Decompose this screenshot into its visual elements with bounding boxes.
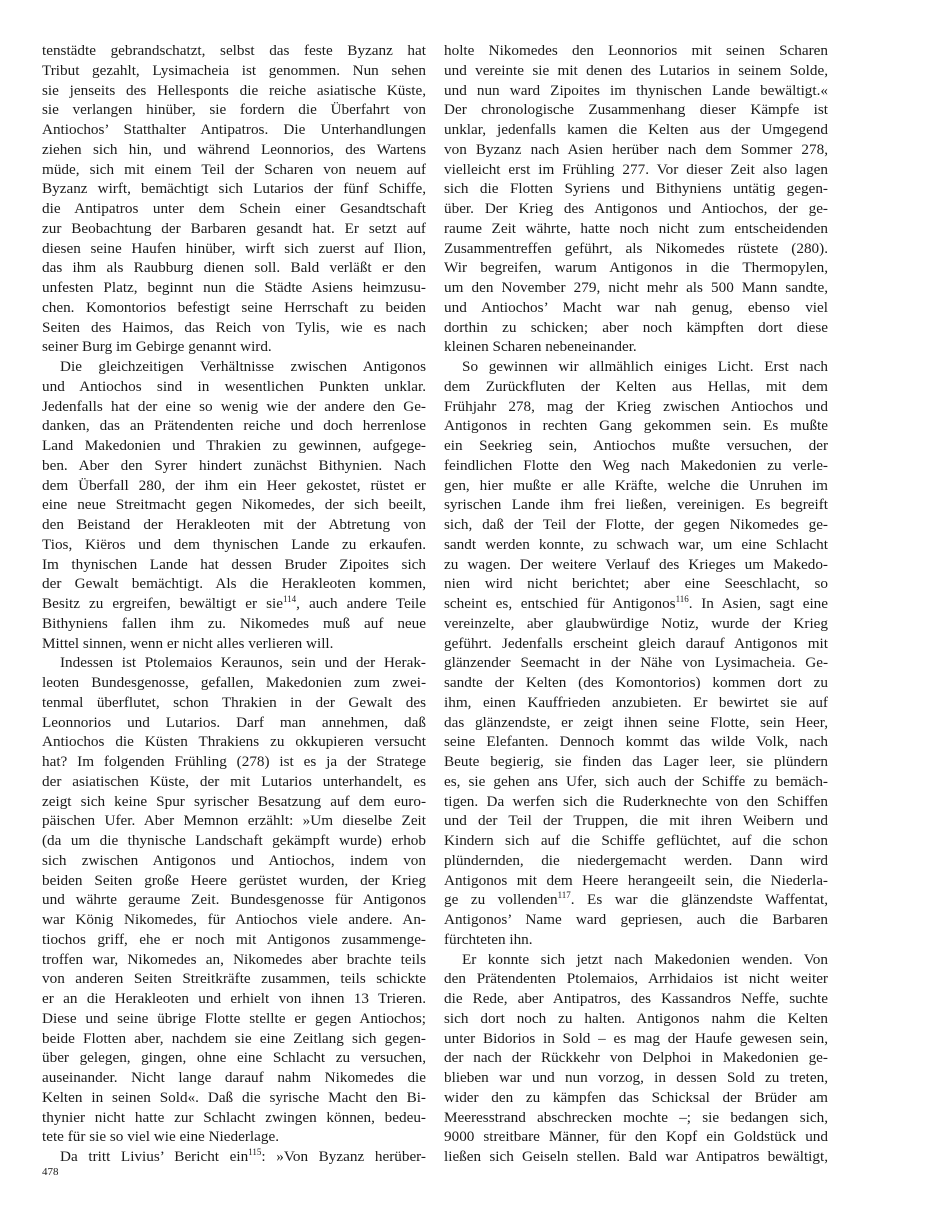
text-line: tigen. Da werfen sich die Ruderknechte von den Schiffen	[444, 792, 828, 810]
text-line: war König Nikomedes, für Antiochos viele andere. An-	[42, 911, 426, 928]
text-line: und Antiochos’ Macht war nah genug, ebenso viel	[444, 298, 828, 316]
text-line: 9000 streitbare Männer, für den Kopf ein Goldstück und	[444, 1128, 828, 1146]
text-line: den Beistand der Herakleoten mit der Abtretung von	[42, 516, 426, 533]
text-line: um den November 279, nicht mehr als 500 Mann sandte,	[444, 279, 828, 296]
text-line: und vereinte sie mit denen des Lutarios in seinem Solde,	[444, 61, 828, 79]
text-line: zeigt sich keine Spur syrischer Besatzung auf dem euro-	[42, 792, 426, 810]
text-line: holte Nikomedes den Leonnorios mit seinen Scharen	[444, 42, 828, 59]
text-line: leoten Bundesgenosse, gefallen, Makedonien zum zwei-	[42, 674, 426, 691]
text-line: Antiochos die Küsten Thrakiens zu okkupieren versucht	[42, 733, 426, 751]
text-line: Antigonos mit dem Heere herangeeilt sein, die Niederla-	[444, 871, 828, 889]
text-line: sie jenseits des Hellesponts die reiche asiatische Küste,	[42, 81, 426, 99]
text-line: Er konnte sich jetzt nach Makedonien wenden. Von	[462, 950, 828, 968]
text-line: Antiochos’ Statthalter Antipatros. Die Unterhandlungen	[42, 121, 426, 138]
text-line: über. Der Krieg des Antigonos und Antiochos, der ge-	[444, 200, 828, 217]
text-line: Beute begierig, sie finden das Lager leer, sie plündern	[444, 753, 828, 770]
text-line: vereinzelte, aber glaubwürdige Notiz, wurde der Krieg	[444, 614, 828, 632]
text-line: Meeresstrand abschrecken mochte –; sie bedangen sich,	[444, 1108, 828, 1126]
text-line: sandt werden konnte, zu schwach war, um eine Schlacht	[444, 535, 828, 553]
footnote-ref: 116	[675, 594, 689, 604]
text-line: Seiten des Haimos, das Reich von Tylis, wie es nach	[42, 318, 426, 336]
text-line: Da tritt Livius’ Bericht ein$^{115}$: »Von Byzanz herüber-	[60, 1147, 426, 1165]
text-line: der Gewalt bemächtigt. Als die Herakleoten kommen,	[42, 575, 426, 593]
text-line: geführt. Jedenfalls erscheint gleich darauf Antigonos mit	[444, 634, 828, 652]
text-line: das ihm als Raubburg dienen soll. Bald verläßt er den	[42, 259, 426, 277]
text-line: den Prätendenten Ptolemaios, Arrhidaios ist nicht weiter	[444, 970, 828, 988]
page-number: 478	[42, 1166, 59, 1178]
text-line: sich, daß der Teil der Flotte, der gegen Nikomedes ge-	[444, 516, 828, 533]
text-line: die Rede, aber Antipatros, des Kassandros Neffe, suchte	[444, 990, 828, 1007]
text-line: Jedenfalls hat der eine so wenig wie der andere den Ge-	[42, 397, 426, 415]
text-line: Antigonos in rechten Gang gekommen sein. Es mußte	[444, 417, 828, 435]
text-line: Antigonos’ Name ward gepriesen, auch die Barbaren	[444, 911, 828, 928]
text-line: von Byzanz nach Asien herüber nach dem Sommer 278,	[444, 140, 828, 158]
text-line: der nach der Rückkehr von Delphoi in Makedonien ge-	[444, 1049, 828, 1067]
text-line: blieben war und nun vorzog, in dessen Sold zu treten,	[444, 1069, 828, 1086]
text-line: päischen Ufer. Aber Memnon erzählt: »Um dieselbe Zeit	[42, 812, 426, 830]
text-line: Tribut gezahlt, Lysimacheia ist genommen. Nun sehen	[42, 61, 426, 79]
text-line: das glänzendste, er zeigt ihnen seine Flotte, sein Heer,	[444, 713, 828, 731]
text-line: Zusammentreffen geführt, als Nikomedes rüstete (280).	[444, 239, 828, 257]
text-line: und der Teil der Truppen, die mit ihren Weibern und	[444, 812, 828, 830]
text-line: scheint es, entschied für Antigonos$^{116}$. In Asien, sagt eine	[444, 594, 828, 612]
text-line: thynier nicht hatte zur Schlacht zwingen können, bedeu-	[42, 1108, 426, 1126]
text-line: syrischen Lande ihm frei ließen, vereinigen. Es begreift	[444, 496, 828, 514]
text-line: glänzender Seemacht in der Nähe von Lysimacheia. Ge-	[444, 654, 828, 672]
text-line: Im thynischen Lande hat dessen Bruder Zipoites sich	[42, 555, 426, 573]
text-line: müde, sich mit einem Teil der Scharen von neuem auf	[42, 160, 426, 178]
text-line: chen. Komontorios befestigt seine Herrschaft zu beiden	[42, 298, 426, 316]
text-line: danken, das an Prätendenten reiche und doch herrenlose	[42, 417, 426, 435]
text-line: So gewinnen wir allmählich einiges Licht. Erst nach	[462, 358, 828, 375]
text-line: raume Zeit währte, hatte noch nicht zum entscheidenden	[444, 219, 828, 237]
text-line: und Antiochos sind in wesentlichen Punkten unklar.	[42, 377, 426, 395]
text-line: sich die Flotten Syriens und Bithyniens untätig gegen-	[444, 180, 828, 198]
text-line: Diese und seine übrige Flotte stellte er gegen Antiochos;	[42, 1009, 426, 1027]
text-line: ein Seekrieg sein, Antiochos mußte versuchen, der	[444, 437, 828, 454]
text-line: sich dort noch zu halten. Antigonos nahm die Kelten	[444, 1009, 828, 1027]
text-line: Tios, Kiëros und dem thynischen Lande zu erkaufen.	[42, 535, 426, 553]
text-line: unfesten Platz, beginnt nun die Städte Asiens heimzusu-	[42, 279, 426, 296]
text-line: die Antipatros unter dem Schein einer Gesandtschaft	[42, 200, 426, 217]
text-line: sich zwischen Antigonos und Antiochos, indem von	[42, 851, 426, 869]
text-line: zur Beobachtung der Barbaren gesandt hat. Er setzt auf	[42, 219, 426, 237]
text-line: Land Makedonien und Thrakien zu gewinnen, aufgege-	[42, 437, 426, 454]
text-line: unklar, jedenfalls kamen die Kelten aus der Umgegend	[444, 121, 828, 138]
text-line: gen, hier mußte er alle Kräfte, welche die Unruhen im	[444, 476, 828, 494]
text-line: ben. Aber den Syrer hindert zunächst Bithynien. Nach	[42, 456, 426, 474]
text-line: dem Überfall 280, der ihm ein Heer gekostet, rüstet er	[42, 476, 426, 494]
text-line: der asiatischen Küste, der mit Lutarios unterhandelt, es	[42, 772, 426, 790]
text-line: vielleicht erst im Frühling 277. Vor dieser Zeit also lagen	[444, 160, 828, 178]
text-line: dorthin zu schicken; aber noch kämpften dort diese	[444, 318, 828, 336]
text-line: und währte geraume Zeit. Bundesgenosse für Antigonos	[42, 891, 426, 909]
text-line: es, sie gehen ans Ufer, sich auch der Schiffe zu bemäch-	[444, 772, 828, 790]
text-line: tete für sie so viel wie eine Niederlage.	[42, 1128, 279, 1146]
text-line: nien wird nicht berichtet; aber eine Seeschlacht, so	[444, 575, 828, 593]
text-line: Leonnorios und Lutarios. Darf man annehmen, daß	[42, 713, 426, 731]
text-line: auseinander. Nicht lange darauf nahm Nikomedes die	[42, 1069, 426, 1086]
left-text-column	[42, 41, 426, 1167]
text-line: Kindern sich auf die Schiffe geflüchtet, auf die schon	[444, 832, 828, 849]
text-line: ge zu vollenden$^{117}$. Es war die glänzendste Waffentat,	[444, 890, 828, 909]
text-line: Bithyniens fallen ihm zu. Nikomedes muß auf neue	[42, 614, 426, 632]
text-line: über gelegen, gingen, ohne eine Schlacht zu versuchen,	[42, 1049, 426, 1067]
text-line: plündernden, die niedergemacht werden. Dann wird	[444, 851, 828, 869]
text-line: beiden Seiten große Heere gerüstet wurden, der Krieg	[42, 871, 426, 889]
text-line: diesen seine Haufen hinüber, wirft sich zuerst auf Ilion,	[42, 239, 426, 257]
footnote-ref: 114	[282, 594, 297, 604]
text-line: seiner Burg im Gebirge genannt wird.	[42, 338, 272, 356]
text-line: und nun ward Zipoites im thynischen Lande bewältigt.«	[444, 81, 828, 99]
text-line: Frühjahr 278, mag der Krieg zwischen Antiochos und	[444, 397, 828, 415]
text-line: Kelten in seinen Sold«. Daß die syrische Macht den Bi-	[42, 1088, 426, 1106]
text-line: ziehen sich hin, und während Leonnorios, des Wartens	[42, 140, 426, 158]
text-line: fürchteten ihn.	[444, 930, 533, 948]
text-line: kleinen Scharen nebeneinander.	[444, 338, 637, 356]
text-line: wider den zu kämpfen das Schicksal der Brüder am	[444, 1088, 828, 1106]
text-line: Besitz zu ergreifen, bewältigt er sie$^{114}$, auch andere Teile	[42, 594, 426, 612]
right-text-column	[444, 41, 828, 1167]
text-line: ihm, einen Kauffrieden anzubieten. Er bewirtet sie auf	[444, 693, 828, 711]
text-line: Byzanz wirft, bemächtigt sich Lutarios der fünf Schiffe,	[42, 180, 426, 198]
text-line: Der chronologische Zusammenhang dieser Kämpfe ist	[444, 101, 828, 119]
text-line: Wir begreifen, warum Antigonos in die Thermopylen,	[444, 259, 828, 277]
text-line: feindlichen Flotte den Weg nach Makedonien zu verle-	[444, 456, 828, 474]
text-line: tenmal überflutet, schon Thrakien in der Gewalt des	[42, 693, 426, 711]
text-line: zu wagen. Der weitere Verlauf des Krieges um Makedo-	[444, 555, 828, 573]
text-line: tenstädte gebrandschatzt, selbst das feste Byzanz hat	[42, 42, 426, 59]
text-line: sie verlangen hinüber, sie fordern die Überfahrt von	[42, 101, 426, 119]
text-line: tiochos griff, ehe er noch mit Antigonos zusammenge-	[42, 930, 426, 948]
text-line: sandte der Kelten (des Komontorios) kommen dort zu	[444, 674, 828, 691]
text-line: er an die Herakleoten und erhielt von ihnen 13 Trieren.	[42, 990, 426, 1007]
text-line: Die gleichzeitigen Verhältnisse zwischen Antigonos	[60, 358, 426, 375]
text-line: dem Zurückfluten der Kelten aus Hellas, mit dem	[444, 377, 828, 395]
text-line: hat? Im folgenden Frühling (278) ist es ja der Stratege	[42, 753, 426, 770]
text-line: von anderen Seiten Streitkräfte zusammen, teils schickte	[42, 970, 426, 988]
footnote-ref: 115	[248, 1147, 262, 1157]
text-line: troffen war, Nikomedes an, Nikomedes aber brachte teils	[42, 950, 426, 968]
text-line: eine neue Streitmacht gegen Nikomedes, der sich beeilt,	[42, 496, 426, 514]
text-line: (da um die thynische Landschaft gekämpft wurde) erhob	[42, 832, 426, 849]
text-line: ließen sich Geiseln stellen. Bald war Antipatros bewältigt,	[444, 1148, 828, 1165]
text-line: Indessen ist Ptolemaios Keraunos, sein und der Herak-	[60, 654, 426, 672]
text-line: Mittel sinnen, wenn er nicht alles verlieren will.	[42, 634, 334, 652]
text-line: unter Bidorios in Sold – es mag der Haufe gewesen sein,	[444, 1029, 828, 1047]
text-line: beide Flotten aber, nachdem sie eine Zeitlang sich gegen-	[42, 1029, 426, 1047]
text-line: seine Elefanten. Dennoch kommt das wilde Volk, nach	[444, 733, 828, 751]
footnote-ref: 117	[557, 890, 571, 901]
